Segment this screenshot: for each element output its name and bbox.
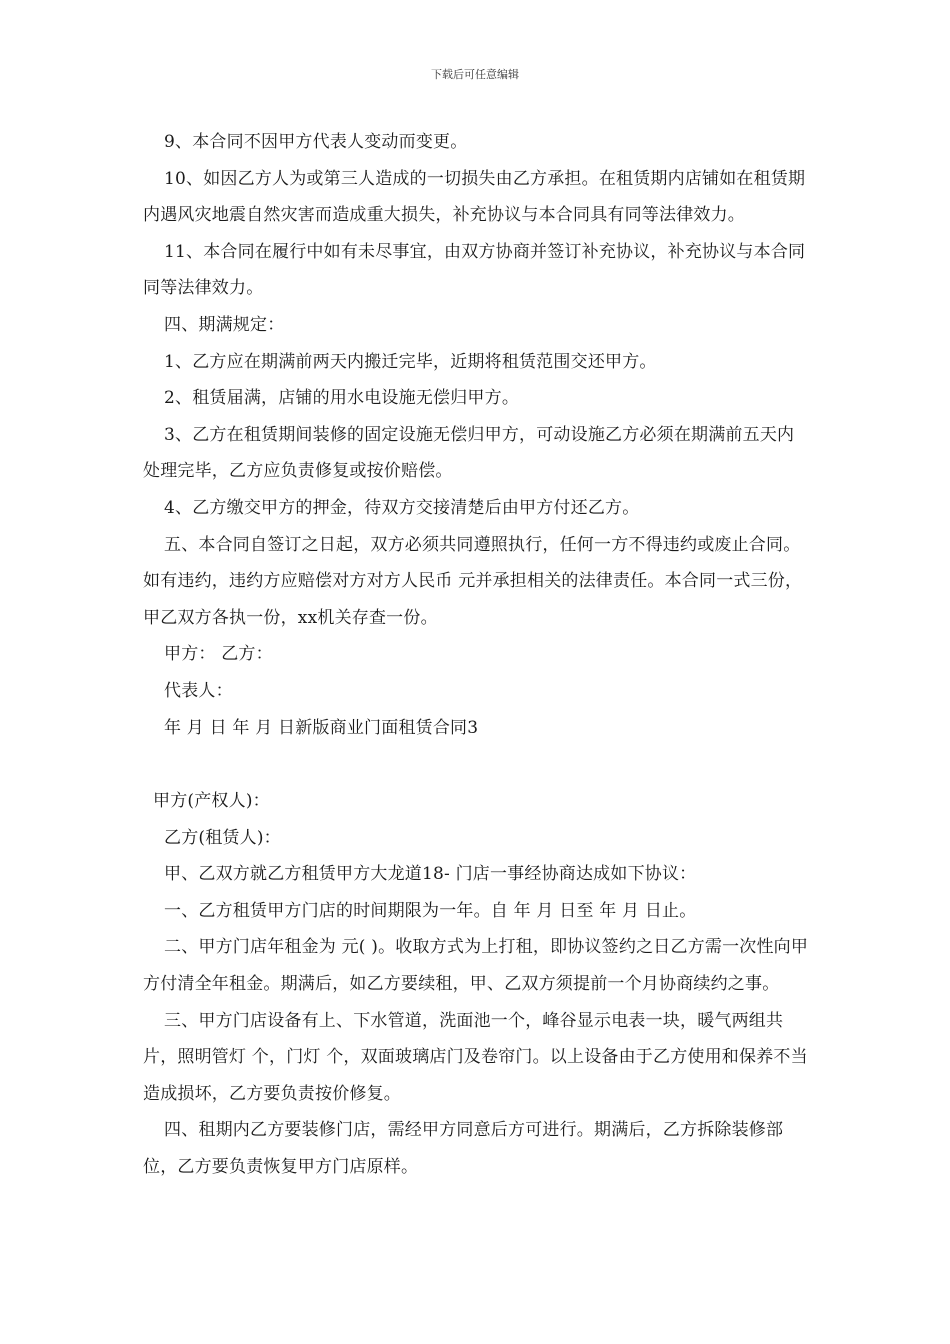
signature-parties: 甲方： 乙方： — [164, 644, 273, 665]
page-header: 下载后可任意编辑 — [431, 68, 519, 81]
paragraph-clause-10: 10、如因乙方人为或第三人造成的一切损失由乙方承担。在租赁期内店铺如在租赁期内遇风灾地震自然灾害而造成重大损失，补充协议与本合同具有同等法律效力。 — [143, 168, 806, 226]
section-spacer — [143, 746, 809, 783]
section-heading-expiry: 四、期满规定： — [164, 314, 285, 335]
signature-representative: 代表人： — [164, 680, 233, 701]
party-a-line: 甲方(产权人)： — [153, 791, 270, 812]
party-b-line: 乙方(租赁人)： — [164, 827, 281, 848]
clause-rent: 二、甲方门店年租金为 元( )。收取方式为上打租，即协议签约之日乙方需一次性向甲方付清全年租金。期满后，如乙方要续租，甲、乙双方须提前一个月协商续约之事。 — [143, 937, 809, 995]
paragraph-clause-9: 9、本合同不因甲方代表人变动而变更。 — [164, 132, 468, 152]
agreement-intro: 甲、乙双方就乙方租赁甲方大龙道18- 门店一事经协商达成如下协议： — [164, 864, 697, 885]
signature-date-and-title: 年 月 日 年 月 日新版商业门面租赁合同3 — [164, 717, 479, 738]
paragraph-expiry-3: 3、乙方在租赁期间装修的固定设施无偿归甲方，可动设施乙方必须在期满前五天内处理完毕，乙方应负责修复或按价赔偿。 — [143, 424, 795, 482]
paragraph-expiry-2: 2、租赁届满，店铺的用水电设施无偿归甲方。 — [164, 388, 520, 409]
clause-renovation: 四、租期内乙方要装修门店，需经甲方同意后方可进行。期满后，乙方拆除装修部位，乙方要负责恢复甲方门店原样。 — [143, 1120, 784, 1178]
clause-equipment: 三、甲方门店设备有上、下水管道，洗面池一个，峰谷显示电表一块，暖气两组共 片，照明管灯 个，门灯 个，双面玻璃店门及卷帘门。以上设备由于乙方使用和保养不当造成损坏，乙方要负责按价修复。 — [143, 1010, 808, 1104]
paragraph-section-5: 五、本合同自签订之日起，双方必须共同遵照执行，任何一方不得违约或废止合同。如有违约，违约方应赔偿对方对方人民币 元并承担相关的法律责任。本合同一式三份，甲乙双方各执一份，xx机关存查一份。 — [143, 534, 803, 628]
paragraph-expiry-1: 1、乙方应在期满前两天内搬迁完毕，近期将租赁范围交还甲方。 — [164, 351, 657, 372]
paragraph-clause-11: 11、本合同在履行中如有未尽事宜，由双方协商并签订补充协议，补充协议与本合同同等法律效力。 — [143, 241, 806, 299]
paragraph-expiry-4: 4、乙方缴交甲方的押金，待双方交接清楚后由甲方付还乙方。 — [164, 497, 640, 518]
document-body — [143, 124, 809, 1186]
clause-term: 一、乙方租赁甲方门店的时间期限为一年。自 年 月 日至 年 月 日止。 — [164, 900, 697, 921]
